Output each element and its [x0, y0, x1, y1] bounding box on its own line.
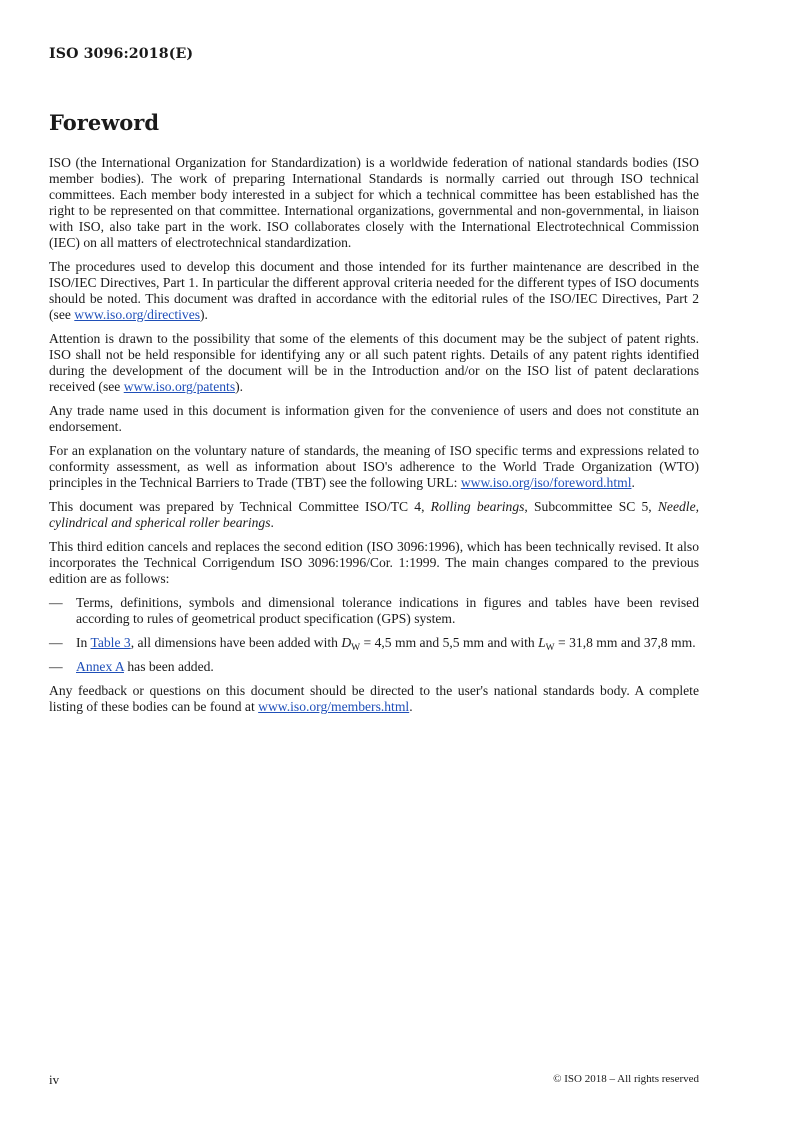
list-item — [49, 595, 699, 627]
list-item-text: Annex A has been added. — [76, 659, 214, 674]
subscript-text: W — [351, 643, 361, 653]
paragraph-feedback: Any feedback or questions on this document should be directed to the user's national standards body. A complete listing of these bodies can be found at www.iso.org/members.html. — [49, 683, 699, 714]
italic-text: Needle, cylindrical and spherical roller bearings — [49, 499, 699, 530]
paragraph-voluntary-nature: For an explanation on the voluntary nature of standards, the meaning of ISO specific terms and expressions related to conformity assessment, as well as information about ISO's adherence to the World Trade Organization (WTO) principles in the Technical Barriers to Trade (TBT) see the following URL: www.iso.org/iso/foreword.html. — [49, 443, 699, 490]
paragraph-patent-rights: Attention is drawn to the possibility that some of the elements of this document may be the subject of patent rights. ISO shall not be held responsible for identifying any or all such patent rights. Details of any patent rights identified during the development of the document will be in the Introduction and/or on the ISO list of patent declarations received (see www.iso.org/patents). — [49, 331, 699, 394]
italic-text: Rolling bearings — [430, 499, 525, 514]
foreword-title: Foreword — [49, 110, 160, 135]
paragraph-trade-name: Any trade name used in this document is information given for the convenience of users and does not constitute an endorsement. — [49, 403, 699, 434]
list-item — [49, 659, 699, 675]
list-dash: — — [49, 635, 63, 650]
www-iso-org-members-html-link[interactable]: www.iso.org/members.html — [258, 699, 410, 714]
paragraph-edition: This third edition cancels and replaces the second edition (ISO 3096:1996), which has been technically revised. It also incorporates the Technical Corrigendum ISO 3096:1996/Cor. 1:1999. The main changes compared to the previous edition are as follows: — [49, 539, 699, 586]
www-iso-org-patents-link[interactable]: www.iso.org/patents — [123, 379, 236, 394]
page-number: iv — [49, 1072, 60, 1087]
paragraph-procedures: The procedures used to develop this document and those intended for its further maintenance are described in the ISO/IEC Directives, Part 1. In particular the different approval criteria needed for the different types of ISO documents should be noted. This document was drafted in accordance with the editorial rules of the ISO/IEC Directives, Part 2 (see www.iso.org/directives). — [49, 259, 699, 322]
list-dash: — — [49, 595, 63, 610]
list-dash: — — [49, 659, 63, 674]
paragraph-iso-overview: ISO (the International Organization for Standardization) is a worldwide federation of national standards bodies (ISO member bodies). The work of preparing International Standards is normally carried out through ISO technical committees. Each member body interested in a subject for which a technical committee has been established has the right to be represented on that committee. International organizations, governmental and non-governmental, in liaison with ISO, also take part in the work. ISO collaborates closely with the International Electrotechnical Commission (IEC) on all matters of electrotechnical standardization. — [49, 155, 699, 250]
subscript-text: W — [545, 643, 555, 653]
italic-text: L — [538, 635, 546, 650]
copyright-notice: © ISO 2018 – All rights reserved — [553, 1073, 699, 1085]
italic-text: D — [341, 635, 352, 650]
document-id-header: ISO 3096:2018(E) — [49, 46, 194, 62]
table-3-link[interactable]: Table 3 — [90, 635, 131, 650]
list-item — [49, 635, 699, 651]
list-item-text: In Table 3, all dimensions have been added with $D_W = 4,5$ mm and 5,5 mm and with $L_W = 31,8$ mm and 37,8 mm. — [76, 635, 696, 653]
list-item-text: Terms, definitions, symbols and dimensional tolerance indications in figures and tables have been revised according to rules of geometrical product specification (GPS) system. — [76, 595, 699, 626]
paragraph-committee: This document was prepared by Technical Committee ISO/TC 4, Rolling bearings, Subcommittee SC 5, Needle, cylindrical and spherical roller bearings. — [49, 499, 699, 530]
annex-a-link[interactable]: Annex A — [76, 659, 124, 674]
www-iso-org-iso-foreword-html-link[interactable]: www.iso.org/iso/foreword.html — [460, 475, 632, 490]
foreword-body — [49, 155, 699, 723]
www-iso-org-directives-link[interactable]: www.iso.org/directives — [74, 307, 201, 322]
